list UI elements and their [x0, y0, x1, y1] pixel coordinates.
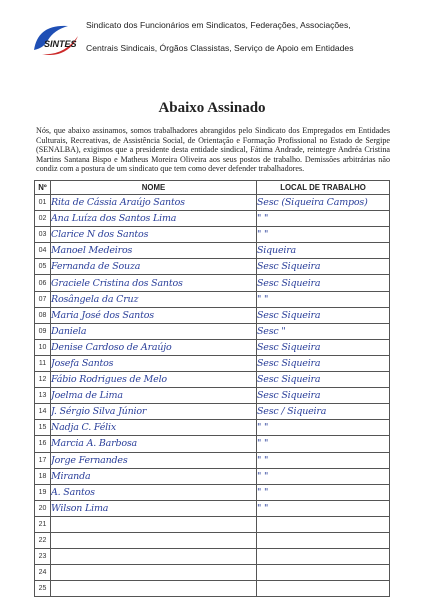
signature-name: Maria José dos Santos	[51, 307, 257, 323]
row-number: 24	[35, 565, 51, 581]
signature-workplace: Sesc / Siqueira	[257, 404, 390, 420]
table-row	[35, 420, 390, 436]
signature-workplace: Sesc "	[257, 323, 390, 339]
row-number: 12	[35, 372, 51, 388]
signature-name: Ana Luíza dos Santos Lima	[51, 211, 257, 227]
table-row	[35, 259, 390, 275]
row-number: 03	[35, 227, 51, 243]
signature-name: Marcia A. Barbosa	[51, 436, 257, 452]
sintes-logo	[28, 20, 84, 60]
signature-workplace	[257, 549, 390, 565]
row-number: 22	[35, 532, 51, 548]
signature-name: Graciele Cristina dos Santos	[51, 275, 257, 291]
row-number: 20	[35, 500, 51, 516]
signature-workplace	[257, 516, 390, 532]
row-number: 04	[35, 243, 51, 259]
row-number: 10	[35, 339, 51, 355]
row-number: 14	[35, 404, 51, 420]
row-number: 23	[35, 549, 51, 565]
signature-name	[51, 581, 257, 597]
signature-name: Manoel Medeiros	[51, 243, 257, 259]
table-row	[35, 532, 390, 548]
signature-workplace	[257, 532, 390, 548]
table-row	[35, 404, 390, 420]
row-number: 25	[35, 581, 51, 597]
column-header-number: Nº	[35, 181, 51, 195]
signature-workplace: " "	[257, 420, 390, 436]
signature-name: Daniela	[51, 323, 257, 339]
column-header-workplace: LOCAL DE TRABALHO	[257, 181, 390, 195]
signature-name: Fernanda de Souza	[51, 259, 257, 275]
signature-workplace: " "	[257, 211, 390, 227]
row-number: 08	[35, 307, 51, 323]
signature-name: Wilson Lima	[51, 500, 257, 516]
column-header-name: NOME	[51, 181, 257, 195]
org-line-2: Centrais Sindicais, Órgãos Classistas, Serviço de Apoio em Entidades	[86, 43, 354, 53]
signature-name	[51, 549, 257, 565]
svg-text:SINTES: SINTES	[44, 39, 77, 49]
sintes-logo-mark	[28, 20, 84, 60]
signature-name: Josefa Santos	[51, 355, 257, 371]
signature-workplace: Sesc Siqueira	[257, 275, 390, 291]
table-row	[35, 243, 390, 259]
table-row	[35, 516, 390, 532]
signature-workplace	[257, 581, 390, 597]
signature-workplace: Sesc Siqueira	[257, 372, 390, 388]
table-row	[35, 195, 390, 211]
table-row	[35, 468, 390, 484]
signature-workplace: Sesc (Siqueira Campos)	[257, 195, 390, 211]
signature-workplace: " "	[257, 452, 390, 468]
table-row	[35, 355, 390, 371]
table-header-row	[35, 181, 390, 195]
row-number: 06	[35, 275, 51, 291]
row-number: 16	[35, 436, 51, 452]
signature-workplace: " "	[257, 468, 390, 484]
row-number: 13	[35, 388, 51, 404]
signature-name: Rita de Cássia Araújo Santos	[51, 195, 257, 211]
signature-table	[34, 180, 390, 597]
table-row	[35, 388, 390, 404]
table-row	[35, 372, 390, 388]
signature-name: Joelma de Lima	[51, 388, 257, 404]
table-row	[35, 549, 390, 565]
signature-workplace: " "	[257, 291, 390, 307]
signature-name	[51, 532, 257, 548]
table-row	[35, 275, 390, 291]
document-title: Abaixo Assinado	[158, 100, 266, 116]
signature-name: Nadja C. Félix	[51, 420, 257, 436]
signature-workplace: Siqueira	[257, 243, 390, 259]
signature-workplace: Sesc Siqueira	[257, 307, 390, 323]
table-row	[35, 227, 390, 243]
signature-workplace: Sesc Siqueira	[257, 339, 390, 355]
row-number: 09	[35, 323, 51, 339]
table-row	[35, 484, 390, 500]
organization-name	[86, 18, 416, 56]
row-number: 01	[35, 195, 51, 211]
row-number: 07	[35, 291, 51, 307]
signature-name: Fábio Rodrigues de Melo	[51, 372, 257, 388]
signature-workplace: Sesc Siqueira	[257, 259, 390, 275]
table-row	[35, 307, 390, 323]
table-row	[35, 323, 390, 339]
table-row	[35, 500, 390, 516]
signature-workplace: " "	[257, 484, 390, 500]
signature-name: Miranda	[51, 468, 257, 484]
table-row	[35, 291, 390, 307]
signature-name: J. Sérgio Silva Júnior	[51, 404, 257, 420]
signature-name: Rosângela da Cruz	[51, 291, 257, 307]
signature-name: Denise Cardoso de Araújo	[51, 339, 257, 355]
signature-workplace: Sesc Siqueira	[257, 388, 390, 404]
petition-text: Nós, que abaixo assinamos, somos trabalhadores abrangidos pelo Sindicato dos Empregados em Entidades Culturais, Recreativas, de Assistência Social, de Orientação e Formação Profissional no Estado de Sergipe (SENALBA), exigimos que a presidente desta entidade sindical, Fátima Andrade, reintegre Andréa Cristina Martins Santana Bispo e Matheus Moreira Oliveira aos seus postos de trabalho. Demissões arbitrárias não condiz com a postura de um sindicato que tem como dever defender trabalhadores.	[36, 126, 390, 174]
row-number: 17	[35, 452, 51, 468]
row-number: 02	[35, 211, 51, 227]
table-row	[35, 211, 390, 227]
signature-name: Jorge Fernandes	[51, 452, 257, 468]
table-row	[35, 436, 390, 452]
signature-workplace: Sesc Siqueira	[257, 355, 390, 371]
table-row	[35, 565, 390, 581]
signature-workplace: " "	[257, 227, 390, 243]
table-row	[35, 452, 390, 468]
signature-name	[51, 565, 257, 581]
signature-name: Clarice N dos Santos	[51, 227, 257, 243]
signature-name: A. Santos	[51, 484, 257, 500]
table-row	[35, 581, 390, 597]
signature-workplace: " "	[257, 500, 390, 516]
table-row	[35, 339, 390, 355]
signature-workplace: " "	[257, 436, 390, 452]
signature-name	[51, 516, 257, 532]
row-number: 19	[35, 484, 51, 500]
signature-workplace	[257, 565, 390, 581]
row-number: 15	[35, 420, 51, 436]
org-line-1: Sindicato dos Funcionários em Sindicatos, Federações, Associações,	[86, 20, 351, 30]
row-number: 11	[35, 355, 51, 371]
row-number: 18	[35, 468, 51, 484]
row-number: 05	[35, 259, 51, 275]
row-number: 21	[35, 516, 51, 532]
